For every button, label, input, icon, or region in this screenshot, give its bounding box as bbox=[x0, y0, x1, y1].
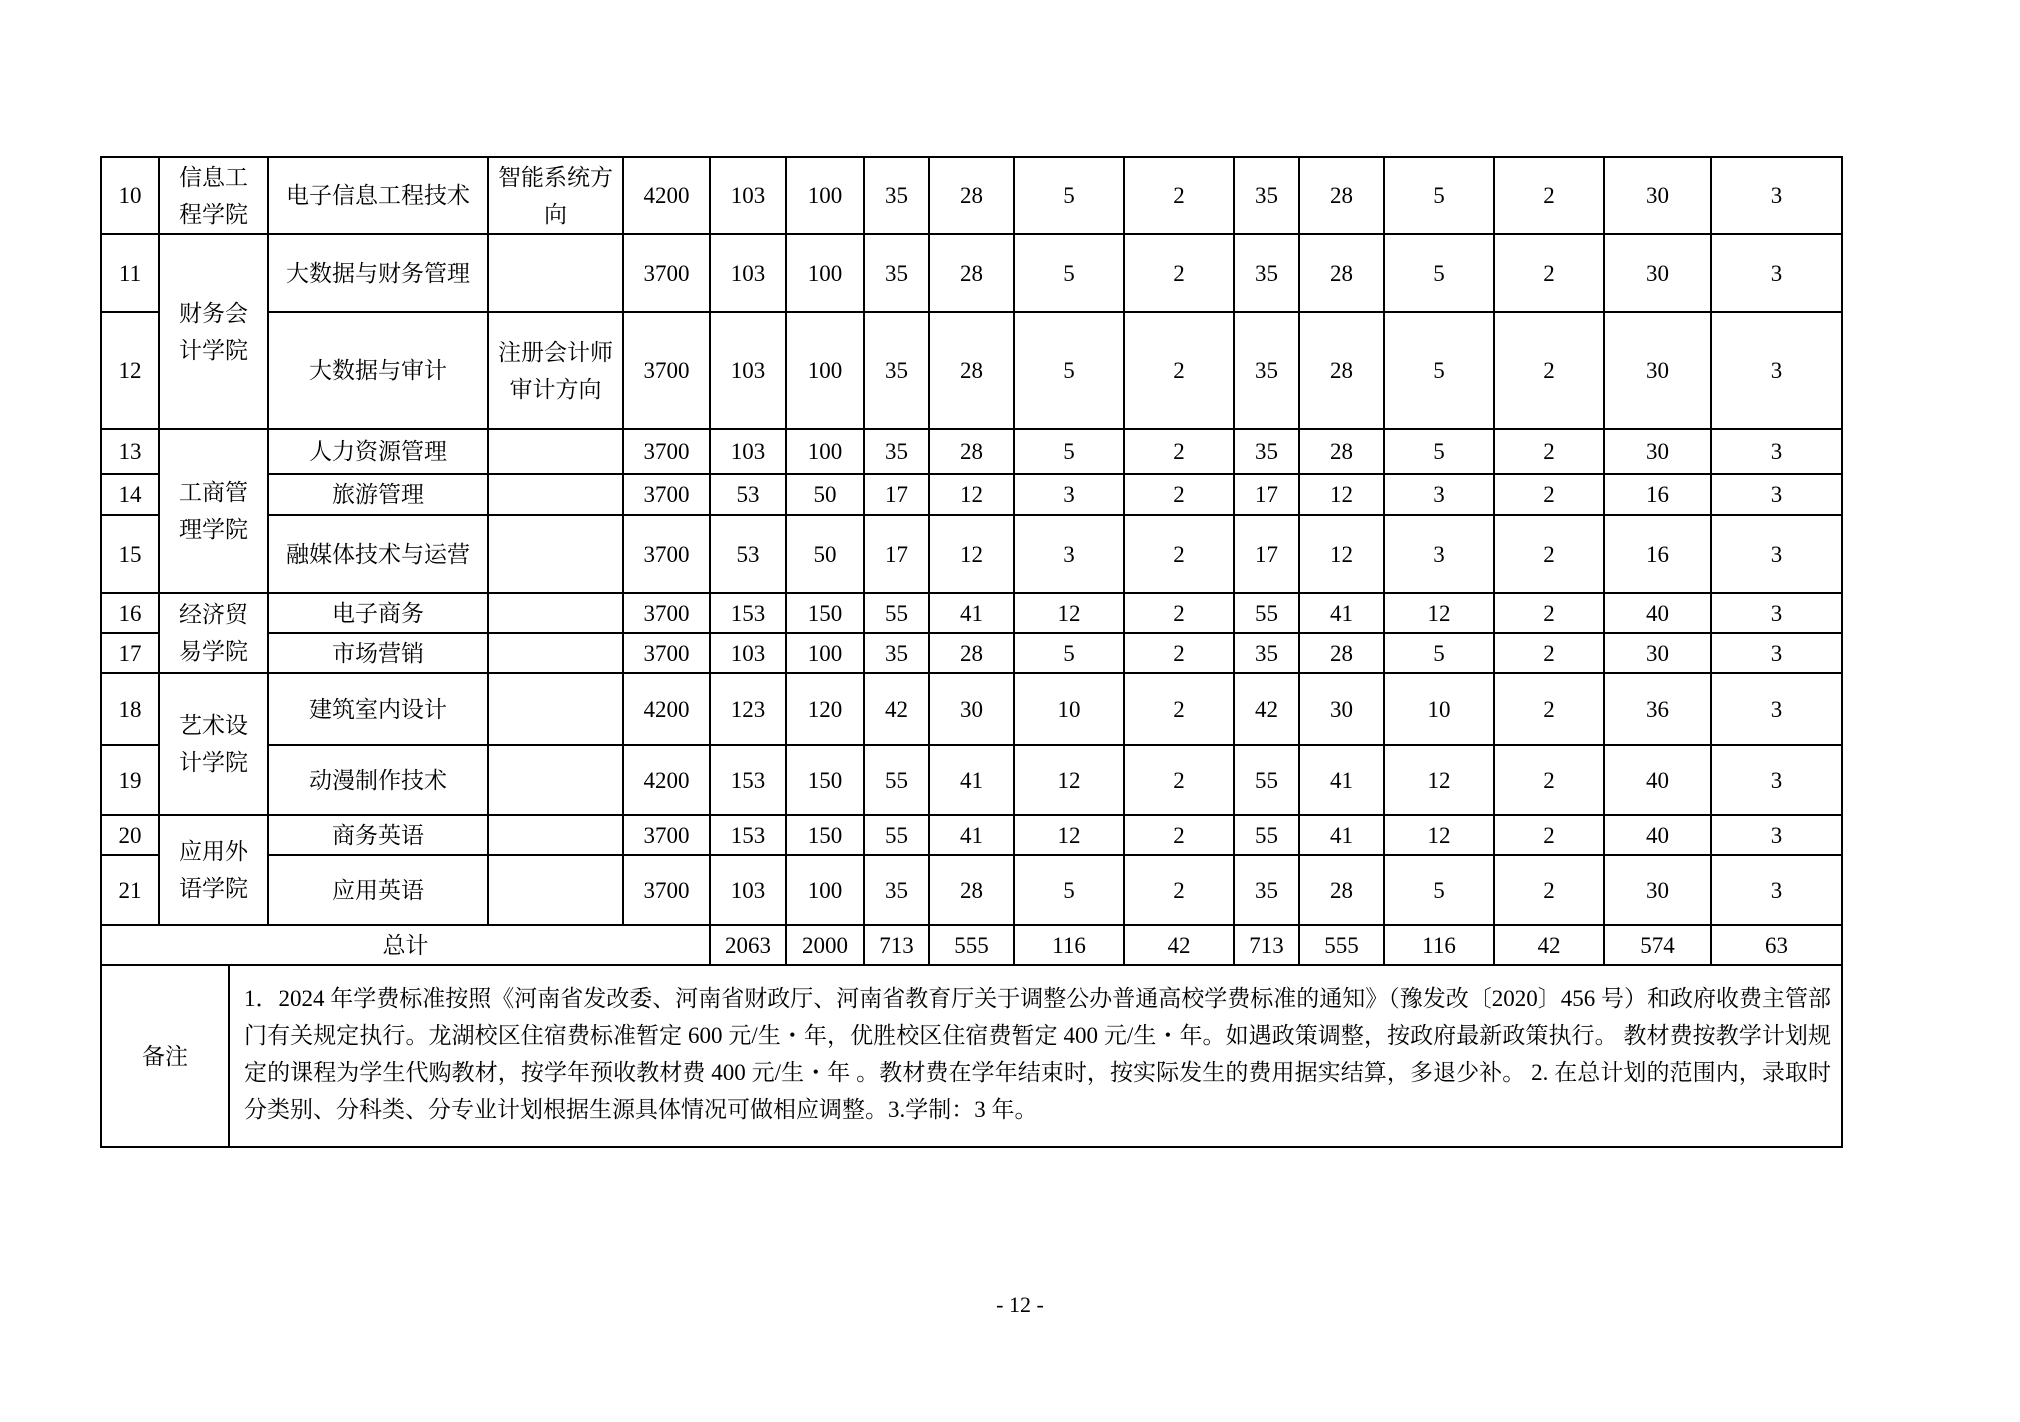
major-cell: 大数据与财务管理 bbox=[268, 234, 488, 312]
major-cell: 电子商务 bbox=[268, 593, 488, 633]
plan-number-cell: 10 bbox=[1384, 673, 1494, 745]
major-cell: 人力资源管理 bbox=[268, 429, 488, 474]
plan-number-cell: 17 bbox=[1234, 474, 1299, 515]
plan-number-cell: 3 bbox=[1384, 474, 1494, 515]
plan-number-cell: 55 bbox=[1234, 815, 1299, 855]
plan-number-cell: 5 bbox=[1014, 429, 1124, 474]
plan-number-cell: 5 bbox=[1384, 234, 1494, 312]
plan-number-cell: 103 bbox=[710, 312, 786, 429]
plan-number-cell: 41 bbox=[1299, 815, 1384, 855]
plan-number-cell: 5 bbox=[1014, 234, 1124, 312]
total-number-cell: 42 bbox=[1124, 925, 1234, 965]
plan-number-cell: 41 bbox=[929, 815, 1014, 855]
plan-number-cell: 35 bbox=[1234, 855, 1299, 925]
plan-number-cell: 12 bbox=[1299, 474, 1384, 515]
table-row bbox=[101, 593, 1842, 633]
major-cell: 大数据与审计 bbox=[268, 312, 488, 429]
plan-number-cell: 17 bbox=[864, 474, 929, 515]
row-number: 11 bbox=[101, 234, 159, 312]
plan-number-cell: 2 bbox=[1494, 673, 1604, 745]
total-number-cell: 574 bbox=[1604, 925, 1711, 965]
plan-number-cell: 16 bbox=[1604, 474, 1711, 515]
row-number: 21 bbox=[101, 855, 159, 925]
direction-cell bbox=[488, 815, 623, 855]
plan-number-cell: 17 bbox=[864, 515, 929, 593]
plan-number-cell: 150 bbox=[786, 593, 864, 633]
plan-number-cell: 28 bbox=[929, 312, 1014, 429]
direction-cell: 智能系统方向 bbox=[488, 157, 623, 234]
plan-number-cell: 28 bbox=[1299, 429, 1384, 474]
row-number: 13 bbox=[101, 429, 159, 474]
plan-number-cell: 55 bbox=[864, 745, 929, 815]
row-number: 10 bbox=[101, 157, 159, 234]
row-number: 15 bbox=[101, 515, 159, 593]
plan-number-cell: 2 bbox=[1494, 815, 1604, 855]
page-number: - 12 - bbox=[996, 1292, 1044, 1317]
plan-number-cell: 3 bbox=[1711, 673, 1842, 745]
plan-number-cell: 2 bbox=[1494, 633, 1604, 673]
tuition-cell: 4200 bbox=[623, 673, 710, 745]
plan-number-cell: 2 bbox=[1124, 673, 1234, 745]
enrollment-plan-table bbox=[100, 156, 1843, 1148]
plan-number-cell: 2 bbox=[1494, 429, 1604, 474]
plan-number-cell: 103 bbox=[710, 429, 786, 474]
tuition-cell: 4200 bbox=[623, 157, 710, 234]
plan-number-cell: 3 bbox=[1711, 633, 1842, 673]
total-number-cell: 713 bbox=[864, 925, 929, 965]
plan-number-cell: 17 bbox=[1234, 515, 1299, 593]
plan-number-cell: 2 bbox=[1124, 593, 1234, 633]
row-number: 20 bbox=[101, 815, 159, 855]
plan-number-cell: 40 bbox=[1604, 745, 1711, 815]
plan-number-cell: 10 bbox=[1014, 673, 1124, 745]
remarks-label: 备注 bbox=[102, 966, 230, 1146]
row-number: 19 bbox=[101, 745, 159, 815]
plan-number-cell: 103 bbox=[710, 633, 786, 673]
tuition-cell: 3700 bbox=[623, 515, 710, 593]
plan-number-cell: 53 bbox=[710, 515, 786, 593]
plan-number-cell: 2 bbox=[1494, 234, 1604, 312]
direction-cell bbox=[488, 745, 623, 815]
plan-number-cell: 2 bbox=[1494, 312, 1604, 429]
plan-number-cell: 12 bbox=[1384, 815, 1494, 855]
plan-number-cell: 5 bbox=[1014, 157, 1124, 234]
plan-number-cell: 2 bbox=[1494, 515, 1604, 593]
plan-number-cell: 3 bbox=[1711, 745, 1842, 815]
plan-number-cell: 153 bbox=[710, 815, 786, 855]
plan-number-cell: 100 bbox=[786, 633, 864, 673]
tuition-cell: 4200 bbox=[623, 745, 710, 815]
plan-number-cell: 150 bbox=[786, 745, 864, 815]
total-number-cell: 2000 bbox=[786, 925, 864, 965]
plan-number-cell: 5 bbox=[1014, 312, 1124, 429]
plan-number-cell: 2 bbox=[1124, 633, 1234, 673]
plan-number-cell: 3 bbox=[1711, 474, 1842, 515]
major-cell: 应用英语 bbox=[268, 855, 488, 925]
tuition-cell: 3700 bbox=[623, 234, 710, 312]
tuition-cell: 3700 bbox=[623, 633, 710, 673]
table-row bbox=[101, 234, 1842, 312]
plan-number-cell: 103 bbox=[710, 234, 786, 312]
table-row bbox=[101, 515, 1842, 593]
plan-number-cell: 41 bbox=[1299, 745, 1384, 815]
plan-number-cell: 42 bbox=[864, 673, 929, 745]
plan-number-cell: 3 bbox=[1014, 474, 1124, 515]
tuition-cell: 3700 bbox=[623, 815, 710, 855]
plan-number-cell: 5 bbox=[1014, 855, 1124, 925]
plan-number-cell: 3 bbox=[1711, 157, 1842, 234]
table-row bbox=[101, 633, 1842, 673]
plan-number-cell: 35 bbox=[864, 429, 929, 474]
table-row bbox=[101, 855, 1842, 925]
plan-number-cell: 55 bbox=[1234, 593, 1299, 633]
plan-number-cell: 35 bbox=[1234, 157, 1299, 234]
total-number-cell: 555 bbox=[929, 925, 1014, 965]
table-row bbox=[101, 312, 1842, 429]
row-number: 18 bbox=[101, 673, 159, 745]
remarks-cell bbox=[101, 965, 1842, 1147]
major-cell: 市场营销 bbox=[268, 633, 488, 673]
plan-number-cell: 12 bbox=[1014, 593, 1124, 633]
plan-number-cell: 55 bbox=[1234, 745, 1299, 815]
total-number-cell: 555 bbox=[1299, 925, 1384, 965]
direction-cell bbox=[488, 673, 623, 745]
college-cell: 艺术设计学院 bbox=[159, 673, 268, 815]
plan-number-cell: 30 bbox=[1299, 673, 1384, 745]
major-cell: 电子信息工程技术 bbox=[268, 157, 488, 234]
plan-number-cell: 3 bbox=[1711, 234, 1842, 312]
plan-number-cell: 2 bbox=[1494, 745, 1604, 815]
plan-number-cell: 3 bbox=[1711, 429, 1842, 474]
plan-number-cell: 28 bbox=[929, 855, 1014, 925]
plan-number-cell: 3 bbox=[1711, 855, 1842, 925]
plan-number-cell: 30 bbox=[1604, 312, 1711, 429]
remarks-wrapper bbox=[102, 966, 1841, 1146]
direction-cell bbox=[488, 515, 623, 593]
plan-number-cell: 50 bbox=[786, 515, 864, 593]
total-number-cell: 2063 bbox=[710, 925, 786, 965]
plan-number-cell: 2 bbox=[1124, 234, 1234, 312]
plan-number-cell: 100 bbox=[786, 234, 864, 312]
major-cell: 建筑室内设计 bbox=[268, 673, 488, 745]
plan-number-cell: 5 bbox=[1384, 633, 1494, 673]
plan-number-cell: 30 bbox=[1604, 633, 1711, 673]
plan-number-cell: 3 bbox=[1014, 515, 1124, 593]
direction-cell bbox=[488, 855, 623, 925]
plan-number-cell: 28 bbox=[929, 234, 1014, 312]
total-number-cell: 42 bbox=[1494, 925, 1604, 965]
direction-cell bbox=[488, 234, 623, 312]
plan-number-cell: 12 bbox=[1014, 815, 1124, 855]
college-cell: 应用外语学院 bbox=[159, 815, 268, 925]
plan-number-cell: 28 bbox=[929, 633, 1014, 673]
plan-number-cell: 3 bbox=[1711, 515, 1842, 593]
plan-number-cell: 35 bbox=[1234, 234, 1299, 312]
plan-number-cell: 41 bbox=[929, 745, 1014, 815]
direction-cell bbox=[488, 429, 623, 474]
table-row bbox=[101, 815, 1842, 855]
plan-number-cell: 35 bbox=[864, 312, 929, 429]
college-cell: 财务会计学院 bbox=[159, 234, 268, 429]
plan-number-cell: 53 bbox=[710, 474, 786, 515]
direction-cell: 注册会计师审计方向 bbox=[488, 312, 623, 429]
direction-cell bbox=[488, 474, 623, 515]
plan-number-cell: 35 bbox=[1234, 633, 1299, 673]
plan-number-cell: 28 bbox=[1299, 312, 1384, 429]
total-row bbox=[101, 925, 1842, 965]
row-number: 14 bbox=[101, 474, 159, 515]
plan-number-cell: 123 bbox=[710, 673, 786, 745]
total-number-cell: 116 bbox=[1014, 925, 1124, 965]
plan-number-cell: 5 bbox=[1384, 312, 1494, 429]
plan-number-cell: 28 bbox=[929, 157, 1014, 234]
remarks-text: 1．2024 年学费标准按照《河南省发改委、河南省财政厅、河南省教育厅关于调整公办普通高校学费标准的通知》（豫发改〔2020〕456 号）和政府收费主管部门有关规定执行。龙湖校区住宿费标准暂定 600 元/生・年，优胜校区住宿费暂定 400 元/生・年。如遇政策调整，按政府最新政策执行。 教材费按教学计划规定的课程为学生代购教材，按学年预收教材费 400 元/生・年 。教材费在学年结束时，按实际发生的费用据实结算，多退少补。 2. 在总计划的范围内，录取时分类别、分科类、分专业计划根据生源具体情况可做相应调整。3.学制：3 年。 bbox=[244, 986, 1831, 1122]
remarks-row bbox=[101, 965, 1842, 1147]
plan-number-cell: 2 bbox=[1124, 815, 1234, 855]
plan-number-cell: 12 bbox=[1384, 593, 1494, 633]
major-cell: 动漫制作技术 bbox=[268, 745, 488, 815]
plan-number-cell: 28 bbox=[1299, 633, 1384, 673]
major-cell: 商务英语 bbox=[268, 815, 488, 855]
plan-number-cell: 30 bbox=[1604, 234, 1711, 312]
plan-number-cell: 12 bbox=[1014, 745, 1124, 815]
plan-number-cell: 153 bbox=[710, 745, 786, 815]
plan-number-cell: 12 bbox=[1299, 515, 1384, 593]
major-cell: 旅游管理 bbox=[268, 474, 488, 515]
plan-number-cell: 2 bbox=[1124, 515, 1234, 593]
major-cell: 融媒体技术与运营 bbox=[268, 515, 488, 593]
plan-number-cell: 36 bbox=[1604, 673, 1711, 745]
table-row bbox=[101, 673, 1842, 745]
direction-cell bbox=[488, 593, 623, 633]
plan-number-cell: 12 bbox=[929, 515, 1014, 593]
plan-number-cell: 153 bbox=[710, 593, 786, 633]
college-cell: 信息工程学院 bbox=[159, 157, 268, 234]
table-row bbox=[101, 157, 1842, 234]
plan-number-cell: 28 bbox=[1299, 157, 1384, 234]
plan-number-cell: 120 bbox=[786, 673, 864, 745]
plan-number-cell: 2 bbox=[1124, 474, 1234, 515]
plan-number-cell: 103 bbox=[710, 855, 786, 925]
table-row bbox=[101, 745, 1842, 815]
plan-number-cell: 41 bbox=[929, 593, 1014, 633]
plan-number-cell: 30 bbox=[1604, 429, 1711, 474]
plan-number-cell: 3 bbox=[1711, 815, 1842, 855]
plan-number-cell: 2 bbox=[1494, 593, 1604, 633]
table-row bbox=[101, 474, 1842, 515]
tuition-cell: 3700 bbox=[623, 429, 710, 474]
plan-number-cell: 35 bbox=[864, 234, 929, 312]
total-number-cell: 713 bbox=[1234, 925, 1299, 965]
total-number-cell: 116 bbox=[1384, 925, 1494, 965]
plan-number-cell: 40 bbox=[1604, 815, 1711, 855]
plan-number-cell: 35 bbox=[1234, 312, 1299, 429]
plan-number-cell: 28 bbox=[1299, 855, 1384, 925]
plan-number-cell: 5 bbox=[1384, 157, 1494, 234]
plan-number-cell: 40 bbox=[1604, 593, 1711, 633]
plan-number-cell: 2 bbox=[1124, 855, 1234, 925]
total-label: 总计 bbox=[101, 925, 710, 965]
plan-number-cell: 28 bbox=[929, 429, 1014, 474]
plan-number-cell: 55 bbox=[864, 815, 929, 855]
plan-number-cell: 2 bbox=[1124, 312, 1234, 429]
plan-number-cell: 41 bbox=[1299, 593, 1384, 633]
plan-number-cell: 16 bbox=[1604, 515, 1711, 593]
row-number: 17 bbox=[101, 633, 159, 673]
plan-number-cell: 100 bbox=[786, 312, 864, 429]
tuition-cell: 3700 bbox=[623, 312, 710, 429]
plan-number-cell: 2 bbox=[1494, 855, 1604, 925]
plan-number-cell: 30 bbox=[929, 673, 1014, 745]
plan-number-cell: 35 bbox=[864, 855, 929, 925]
plan-number-cell: 30 bbox=[1604, 157, 1711, 234]
tuition-cell: 3700 bbox=[623, 855, 710, 925]
plan-number-cell: 50 bbox=[786, 474, 864, 515]
plan-number-cell: 55 bbox=[864, 593, 929, 633]
row-number: 12 bbox=[101, 312, 159, 429]
plan-number-cell: 28 bbox=[1299, 234, 1384, 312]
plan-number-cell: 35 bbox=[864, 633, 929, 673]
plan-number-cell: 100 bbox=[786, 429, 864, 474]
plan-number-cell: 42 bbox=[1234, 673, 1299, 745]
plan-number-cell: 5 bbox=[1014, 633, 1124, 673]
plan-number-cell: 12 bbox=[929, 474, 1014, 515]
plan-number-cell: 2 bbox=[1494, 474, 1604, 515]
plan-number-cell: 100 bbox=[786, 157, 864, 234]
plan-number-cell: 150 bbox=[786, 815, 864, 855]
plan-number-cell: 35 bbox=[864, 157, 929, 234]
table-row bbox=[101, 429, 1842, 474]
plan-number-cell: 30 bbox=[1604, 855, 1711, 925]
plan-number-cell: 2 bbox=[1124, 429, 1234, 474]
total-number-cell: 63 bbox=[1711, 925, 1842, 965]
plan-number-cell: 5 bbox=[1384, 429, 1494, 474]
plan-number-cell: 103 bbox=[710, 157, 786, 234]
direction-cell bbox=[488, 633, 623, 673]
plan-number-cell: 3 bbox=[1711, 312, 1842, 429]
tuition-cell: 3700 bbox=[623, 593, 710, 633]
college-cell: 经济贸易学院 bbox=[159, 593, 268, 673]
plan-number-cell: 2 bbox=[1494, 157, 1604, 234]
plan-number-cell: 12 bbox=[1384, 745, 1494, 815]
plan-number-cell: 35 bbox=[1234, 429, 1299, 474]
plan-number-cell: 2 bbox=[1124, 157, 1234, 234]
college-cell: 工商管理学院 bbox=[159, 429, 268, 593]
row-number: 16 bbox=[101, 593, 159, 633]
plan-number-cell: 3 bbox=[1711, 593, 1842, 633]
plan-number-cell: 2 bbox=[1124, 745, 1234, 815]
plan-number-cell: 5 bbox=[1384, 855, 1494, 925]
plan-number-cell: 3 bbox=[1384, 515, 1494, 593]
tuition-cell: 3700 bbox=[623, 474, 710, 515]
plan-number-cell: 100 bbox=[786, 855, 864, 925]
